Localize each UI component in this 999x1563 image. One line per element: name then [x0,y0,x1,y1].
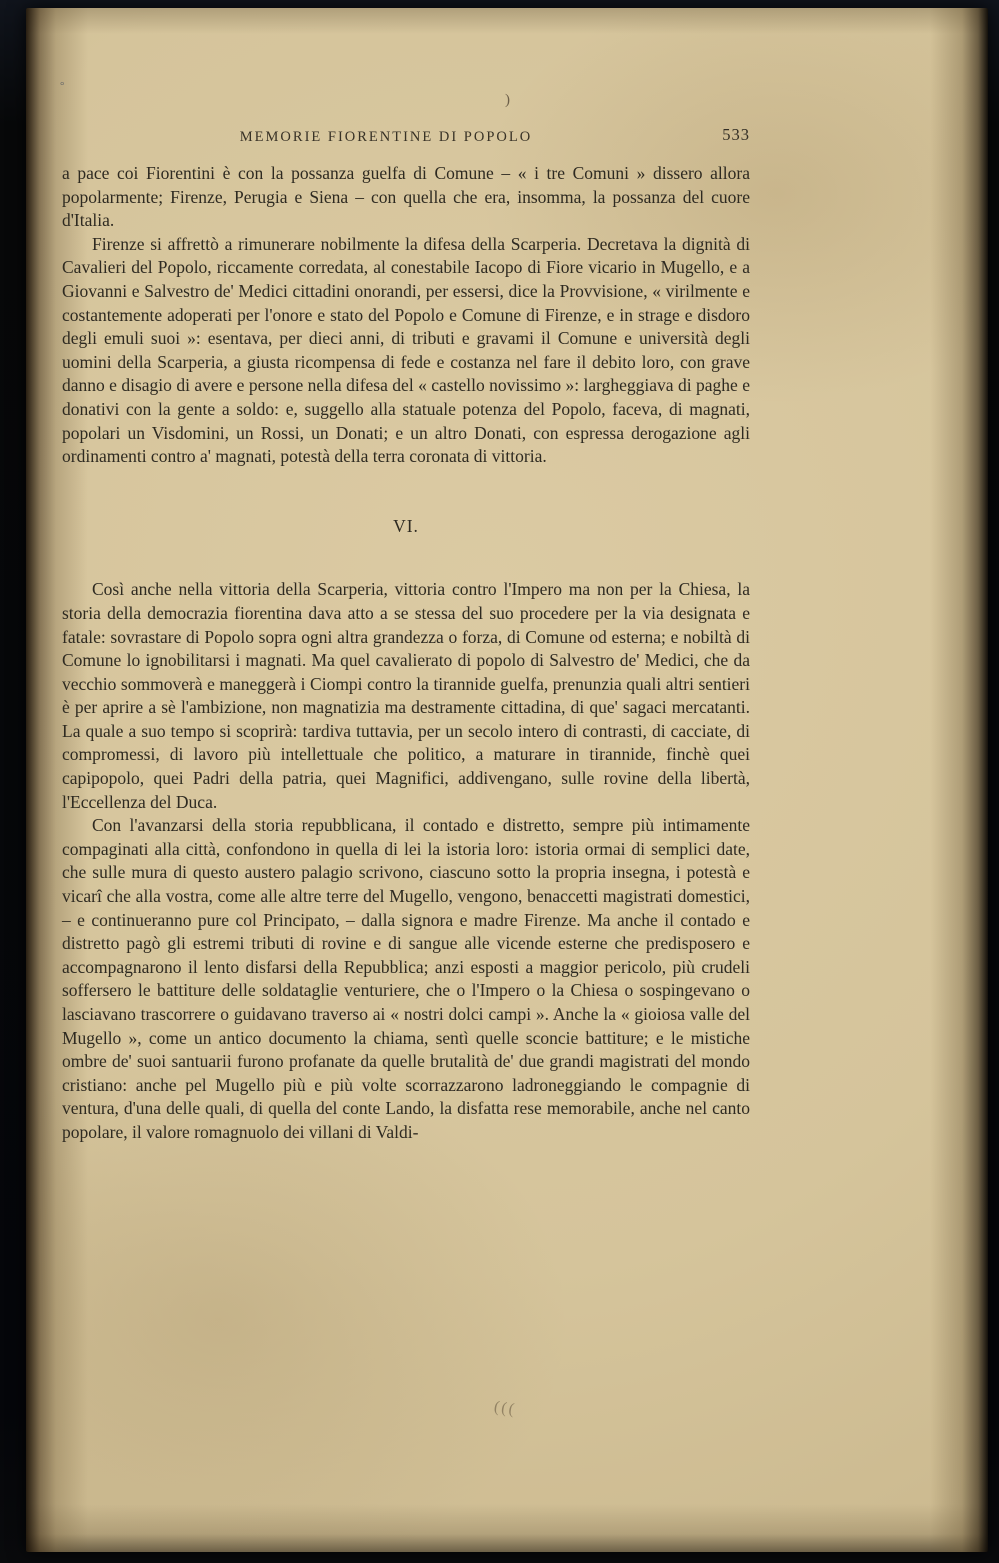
scan-artifact: ) [505,92,510,108]
section-heading: VI. [393,515,419,536]
book-page [26,8,988,1552]
scan-artifact: ((( [492,1398,518,1419]
running-title: MEMORIE FIORENTINE DI POPOLO [239,129,533,145]
paragraph: Firenze si affrettò a rimunerare nobilmente la difesa della Scarperia. Decretava la dignità di Cavalieri del Popolo, riccamente corredata, al conestabile Iacopo di Fiore vicario in Mugello, e a Giovanni e Salvestro de' Medici cittadini onorandi, per essersi, dice la Provvisione, « virilmente e costantemente adoperati per l'onore e stato del Popolo e Comune di Firenze, e in strage e disdoro degli emuli suoi »: esentava, per dieci anni, di tributi e gravami il Comune e università degli uomini della Scarperia, a giusta ricompensa di fede e costanza nel fare il debito loro, con grave danno e disagio di avere e persone nella difesa del « castello novissimo »: largheggiava di paghe e donativi con la gente a soldo: e, suggello alla statuale potenza del Popolo, faceva, di magnati, popolari un Visdomini, un Rossi, un Donati; e un altro Donati, con espressa derogazione agli ordinamenti contro a' magnati, potestà della terra coronata di vittoria. [62,233,750,467]
paragraph: Così anche nella vittoria della Scarperia, vittoria contro l'Impero ma non per la Chiesa, la storia della democrazia fiorentina dava atto a se stessa del suo procedere per la via designata e fatale: sovrastare di Popolo sopra ogni altra grandezza o forza, di Comune od esterna; e nobiltà di Comune lo ignobilitarsi i magnati. Ma quel cavalierato di popolo di Salvestro de' Medici, che da vecchio sommoverà e maneggerà i Ciompi contro la tirannide guelfa, prenunzia quali altri sentieri è per aprire a sè l'ambizione, non magnatizia ma destramente cittadina, di que' sagaci mercatanti. La quale a suo tempo si scoprirà: tardiva tuttavia, per un secolo intero di contrasti, di cacciate, di compromessi, di lavoro più intellettuale che politico, a maturare in tirannide, finchè quei capipopolo, quei Padri della patria, quei Magnifici, addivengano, sulle rovine della libertà, l'Eccellenza del Duca. [62,579,750,812]
page-header [62,126,750,152]
paragraph-continuation: a pace coi Fiorentini è con la possanza guelfa di Comune – « i tre Comuni » dissero allora popolarmente; Firenze, Perugia e Siena – con quella che era, insomma, la possanza del cuore d'Italia. [62,163,750,231]
page-number: 533 [722,125,750,144]
text-block [62,126,750,1145]
scan-artifact: ° [60,80,65,92]
paragraph: Con l'avanzarsi della storia repubblicana, il contado e distretto, sempre più intimamente compaginati alla città, confondono in quella di lei la istoria loro: istoria ormai di semplici date, che sulle mura di questo austero palagio scrivono, ciascuno sotto la propria insegna, i potestà e vicarî che alla vostra, come alle altre terre del Mugello, vengono, benaccetti magistrati domestici, – e continueranno pure col Principato, – dalla signora e madre Firenze. Ma anche il contado e distretto pagò gli estremi tributi di rovine e di sangue alle vicende esterne che predisposero e accompagnarono il lento disfarsi della Repubblica; anzi esposti a maggior pericolo, più crudeli soffersero le battiture delle soldataglie venturiere, che o l'Impero o la Chiesa o sospingevano o lasciavano trascorrere o guidavano traverso ai « nostri dolci campi ». Anche la « gioiosa valle del Mugello », come un antico documento la chiama, sentì quelle sconcie battiture; e le mistiche ombre de' suoi santuarii furono profanate da quelle brutalità de' due grandi magistrati del mondo cristiano: anche pel Mugello più e più volte scorrazzarono ladroneggiando le compagnie di ventura, d'una delle quali, di quella del conte Lando, la disfatta rese memorabile, anche nel canto popolare, il valore romagnuolo dei villani di Valdi- [62,815,750,1142]
body-text [62,162,750,1145]
